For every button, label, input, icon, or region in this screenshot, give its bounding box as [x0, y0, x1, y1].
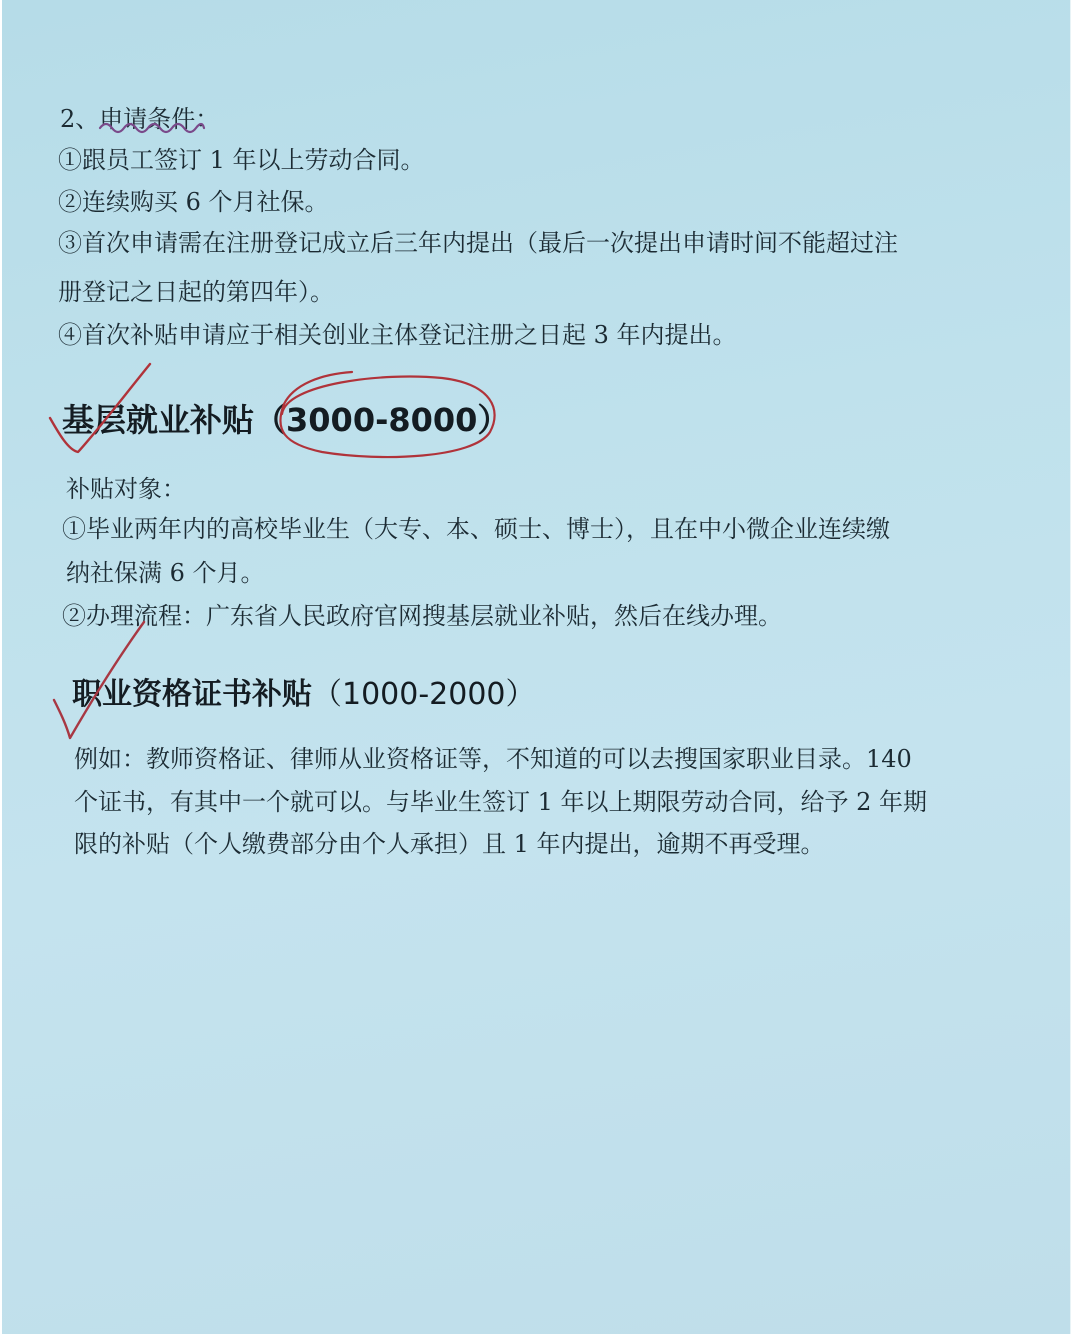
conditions-colon: ：: [195, 105, 220, 133]
conditions-item-4: ④首次补贴申请应于相关创业主体登记注册之日起 3 年内提出。: [58, 321, 737, 349]
grassroots-item-1: ①毕业两年内的高校毕业生（大专、本、硕士、博士），且在中小微企业连续缴: [62, 515, 890, 543]
grassroots-item-1-cont: 纳社保满 6 个月。: [66, 559, 265, 587]
conditions-title: 申请条件: [99, 105, 196, 133]
certificate-heading: [72, 676, 536, 714]
conditions-item-3: ③首次申请需在注册登记成立后三年内提出（最后一次提出申请时间不能超过注: [58, 229, 898, 257]
conditions-item-1: ①跟员工签订 1 年以上劳动合同。: [58, 146, 425, 174]
certificate-line-1: 例如：教师资格证、律师从业资格证等，不知道的可以去搜国家职业目录。140: [74, 745, 912, 773]
conditions-number: 2、: [60, 105, 100, 133]
conditions-item-2: ②连续购买 6 个月社保。: [58, 188, 329, 216]
grassroots-heading: [62, 400, 509, 440]
conditions-heading: [60, 104, 219, 134]
grassroots-target-label: 补贴对象：: [66, 475, 186, 503]
grassroots-amount: （3000-8000）: [254, 401, 510, 439]
conditions-item-3-cont: 册登记之日起的第四年）。: [58, 278, 334, 306]
certificate-amount: （1000-2000）: [312, 677, 536, 712]
grassroots-item-2: ②办理流程：广东省人民政府官网搜基层就业补贴，然后在线办理。: [62, 602, 782, 630]
certificate-line-3: 限的补贴（个人缴费部分由个人承担）且 1 年内提出，逾期不再受理。: [74, 830, 825, 858]
grassroots-title: 基层就业补贴: [62, 401, 255, 439]
document-page: [2, 0, 1071, 1334]
certificate-line-2: 个证书，有其中一个就可以。与毕业生签订 1 年以上期限劳动合同，给予 2 年期: [74, 788, 928, 816]
certificate-title: 职业资格证书补贴: [72, 677, 312, 712]
